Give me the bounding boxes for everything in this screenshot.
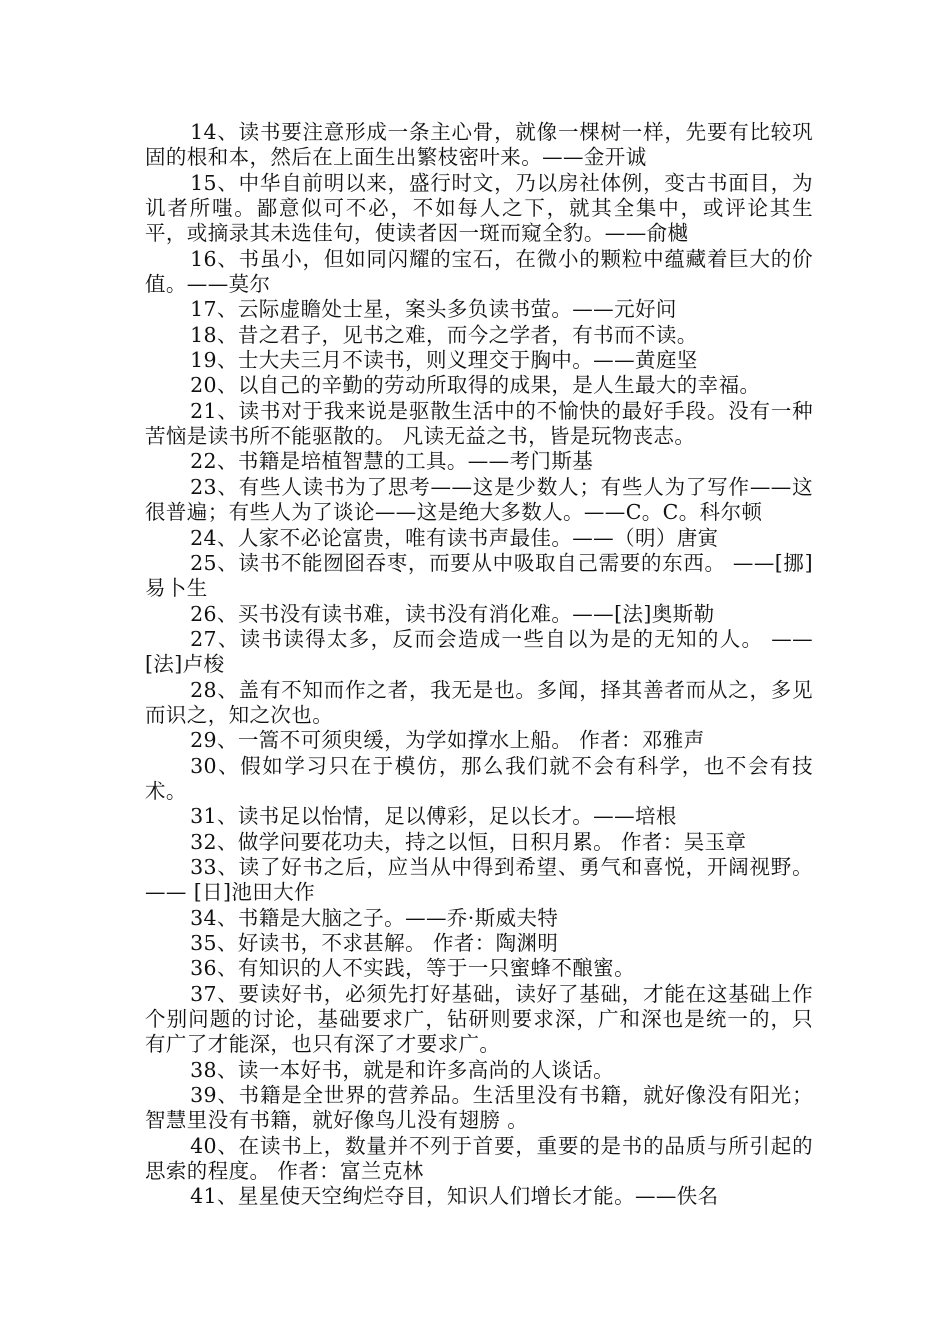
- quote-paragraph: 35、好读书，不求甚解。 作者：陶渊明: [190, 931, 559, 955]
- quote-paragraph: 16、书虽小，但如同闪耀的宝石，在微小的颗粒中蕴藏着巨大的价值。——莫尔: [145, 246, 813, 297]
- quote-paragraph: 29、一篙不可须臾缓，为学如撑水上船。 作者：邓雅声: [190, 728, 705, 753]
- quote-paragraph: 20、以自己的辛勤的劳动所取得的成果，是人生最大的幸福。: [190, 373, 761, 398]
- quote-paragraph: 25、读书不能囫囵吞枣，而要从中吸取自己需要的东西。 ——[挪]易卜生: [145, 550, 813, 601]
- quote-list: [145, 120, 813, 1210]
- quote-paragraph: 34、书籍是大脑之子。——乔·斯威夫特: [190, 905, 559, 930]
- quote-paragraph: 27、读书读得太多，反而会造成一些自以为是的无知的人。 ——[法]卢梭: [145, 626, 813, 677]
- quote-paragraph: 37、要读好书，必须先打好基础，读好了基础，才能在这基础上作个别问题的讨论，基础要求广，钻研则要求深，广和深也是统一的，只有广了才能深，也只有深了才要求广。: [145, 981, 813, 1057]
- quote-paragraph: 41、星星使天空绚烂夺目，知识人们增长才能。——佚名: [190, 1184, 719, 1209]
- quote-paragraph: 38、读一本好书，就是和许多高尚的人谈话。: [190, 1057, 615, 1082]
- quote-paragraph: 24、人家不必论富贵，唯有读书声最佳。——（明）唐寅: [190, 525, 719, 550]
- quote-paragraph: 19、士大夫三月不读书，则义理交于胸中。——黄庭坚: [190, 348, 698, 373]
- quote-paragraph: 39、书籍是全世界的营养品。生活里没有书籍，就好像没有阳光；智慧里没有书籍，就好像鸟儿没有翅膀 。: [145, 1083, 813, 1133]
- quote-paragraph: 14、读书要注意形成一条主心骨，就像一棵树一样，先要有比较巩固的根和本，然后在上面生出繁枝密叶来。——金开诚: [145, 120, 813, 170]
- quote-paragraph: 15、中华自前明以来，盛行时文，乃以房社体例，变古书面目，为讥者所嗤。鄙意似可不必，不如每人之下，就其全集中，或评论其生平，或摘录其未选佳句，使读者因一斑而窥全豹。——俞樾: [145, 170, 813, 246]
- quote-paragraph: 31、读书足以怡情，足以傅彩，足以长才。——培根: [190, 804, 677, 829]
- quote-paragraph: 30、假如学习只在于模仿，那么我们就不会有科学，也不会有技术。: [145, 753, 813, 803]
- quote-paragraph: 21、读书对于我来说是驱散生活中的不愉快的最好手段。没有一种苦恼是读书所不能驱散的。 凡读无益之书，皆是玩物丧志。: [145, 398, 813, 449]
- quote-paragraph: 18、昔之君子，见书之难，而今之学者，有书而不读。: [190, 322, 698, 347]
- quote-paragraph: 22、书籍是培植智慧的工具。——考门斯基: [190, 449, 594, 474]
- quote-paragraph: 23、有些人读书为了思考——这是少数人；有些人为了写作——这很普遍；有些人为了谈论——这是绝大多数人。——C。C。科尔顿: [145, 474, 813, 525]
- quote-paragraph: 33、读了好书之后，应当从中得到希望、勇气和喜悦，开阔视野。—— [日]池田大作: [145, 854, 813, 905]
- quote-paragraph: 28、盖有不知而作之者，我无是也。多闻，择其善者而从之，多见而识之，知之次也。: [145, 677, 813, 727]
- quote-paragraph: 32、做学问要花功夫，持之以恒，日积月累。 作者：吴玉章: [190, 829, 747, 854]
- quote-paragraph: 40、在读书上，数量并不列于首要，重要的是书的品质与所引起的思索的程度。 作者：富兰克林: [145, 1133, 813, 1184]
- quote-paragraph: 26、买书没有读书难，读书没有消化难。——[法]奥斯勒: [190, 601, 715, 626]
- quote-paragraph: 17、云际虚瞻处士星，案头多负读书萤。——元好问: [190, 297, 677, 322]
- quote-paragraph: 36、有知识的人不实践，等于一只蜜蜂不酿蜜。: [190, 956, 635, 981]
